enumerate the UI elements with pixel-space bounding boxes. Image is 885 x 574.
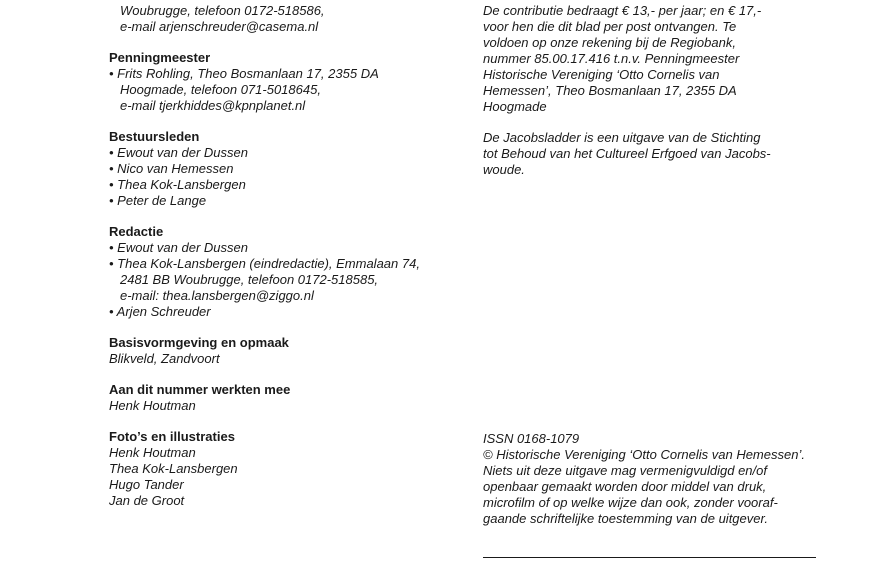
paragraph-line: De contributie bedraagt € 13,- per jaar; en € 17,- bbox=[483, 3, 762, 18]
list-item: Jan de Groot bbox=[109, 493, 185, 508]
list-item-continuation: 2481 BB Woubrugge, telefoon 0172-518585, bbox=[120, 272, 379, 287]
paragraph-line: Hemessen’, Theo Bosmanlaan 17, 2355 DA bbox=[483, 83, 737, 98]
paragraph-line: woude. bbox=[483, 162, 525, 177]
section-bestuursleden bbox=[109, 129, 459, 209]
section-heading: Redactie bbox=[109, 224, 164, 239]
paragraph-line: Historische Vereniging ‘Otto Cornelis van bbox=[483, 67, 720, 82]
list-item: • Thea Kok-Lansbergen bbox=[109, 177, 246, 192]
list-item: • Thea Kok-Lansbergen (eindredactie), Emmalaan 74, bbox=[109, 256, 420, 271]
list-item-continuation: e-mail: thea.lansbergen@ziggo.nl bbox=[120, 288, 314, 303]
list-item: • Ewout van der Dussen bbox=[109, 240, 248, 255]
colophon-left-column bbox=[109, 3, 459, 509]
contact-line: Woubrugge, telefoon 0172-518586, bbox=[120, 3, 325, 18]
secretaris-contact bbox=[109, 3, 459, 35]
contact-line: e-mail arjenschreuder@casema.nl bbox=[120, 19, 319, 34]
colofon-block bbox=[483, 431, 823, 527]
paragraph-line: openbaar gemaakt worden door middel van druk, bbox=[483, 479, 767, 494]
paragraph-line: tot Behoud van het Cultureel Erfgoed van Jacobs- bbox=[483, 146, 771, 161]
section-heading: Foto’s en illustraties bbox=[109, 429, 235, 444]
contributie-block bbox=[483, 3, 823, 115]
list-item: Thea Kok-Lansbergen bbox=[109, 461, 238, 476]
section-heading: Penningmeester bbox=[109, 50, 211, 65]
list-item: Hugo Tander bbox=[109, 477, 184, 492]
list-item-continuation: Hoogmade, telefoon 071-5018645, bbox=[120, 82, 321, 97]
copyright-line: © Historische Vereniging ‘Otto Cornelis van Hemessen’. bbox=[483, 447, 805, 462]
list-item: Henk Houtman bbox=[109, 445, 196, 460]
issn-line: ISSN 0168-1079 bbox=[483, 431, 580, 446]
paragraph-line: voldoen op onze rekening bij de Regiobank, bbox=[483, 35, 736, 50]
paragraph-line: voor hen die dit blad per post ontvangen. Te bbox=[483, 19, 737, 34]
list-item: • Frits Rohling, Theo Bosmanlaan 17, 2355 DA bbox=[109, 66, 379, 81]
section-heading: Aan dit nummer werkten mee bbox=[109, 382, 291, 397]
paragraph-line: nummer 85.00.17.416 t.n.v. Penningmeester bbox=[483, 51, 740, 66]
section-fotos bbox=[109, 429, 459, 509]
section-basisvormgeving bbox=[109, 335, 459, 367]
paragraph-line: De Jacobsladder is een uitgave van de Stichting bbox=[483, 130, 761, 145]
section-heading: Bestuursleden bbox=[109, 129, 200, 144]
section-redactie bbox=[109, 224, 459, 320]
section-heading: Basisvormgeving en opmaak bbox=[109, 335, 289, 350]
list-item: • Nico van Hemessen bbox=[109, 161, 234, 176]
list-item: • Ewout van der Dussen bbox=[109, 145, 248, 160]
section-medewerkers bbox=[109, 382, 459, 414]
divider-line bbox=[483, 557, 816, 558]
list-item: • Peter de Lange bbox=[109, 193, 207, 208]
section-text: Henk Houtman bbox=[109, 398, 196, 413]
list-item-continuation: e-mail tjerkhiddes@kpnplanet.nl bbox=[120, 98, 306, 113]
uitgave-block bbox=[483, 130, 823, 178]
list-item: • Arjen Schreuder bbox=[109, 304, 211, 319]
section-penningmeester bbox=[109, 50, 459, 114]
paragraph-line: Niets uit deze uitgave mag vermenigvuldigd en/of bbox=[483, 463, 767, 478]
paragraph-line: microfilm of op welke wijze dan ook, zonder vooraf- bbox=[483, 495, 778, 510]
paragraph-line: gaande schriftelijke toestemming van de uitgever. bbox=[483, 511, 768, 526]
section-text: Blikveld, Zandvoort bbox=[109, 351, 220, 366]
paragraph-line: Hoogmade bbox=[483, 99, 547, 114]
